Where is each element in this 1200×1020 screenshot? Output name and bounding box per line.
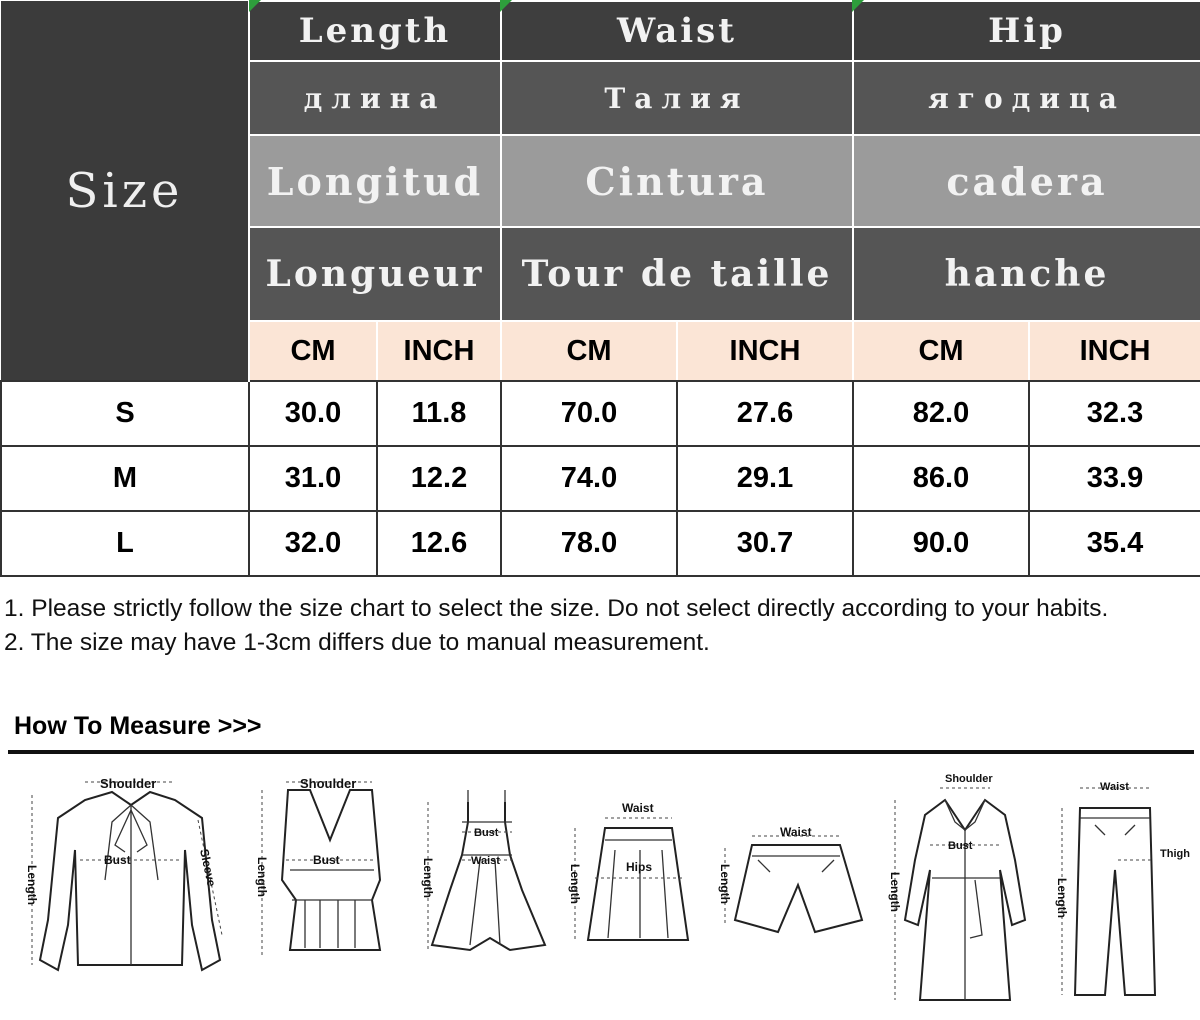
heading-divider (8, 750, 1194, 754)
length-cm-header: CM (249, 321, 377, 381)
waist-cm-header: CM (501, 321, 677, 381)
trousers-length-label: Length (1055, 878, 1069, 918)
note-2: 2. The size may have 1-3cm differs due to manual measurement. (4, 629, 710, 656)
dress-length-label: Length (421, 858, 435, 898)
size-m-length-cm: 31.0 (249, 446, 377, 511)
hip-cm-header: CM (853, 321, 1029, 381)
blouse-shoulder-label: Shoulder (100, 776, 157, 791)
how-to-measure-heading: How To Measure >>> (14, 712, 262, 740)
dress-illustration (421, 790, 545, 950)
size-s-length-cm: 30.0 (249, 381, 377, 446)
hip-header-fr: hanche (853, 227, 1200, 321)
size-s-waist-cm: 70.0 (501, 381, 677, 446)
length-header-en: Length (249, 1, 501, 61)
waist-inch-header: INCH (677, 321, 853, 381)
size-l-waist-cm: 78.0 (501, 511, 677, 576)
waist-header-es: Cintura (501, 135, 853, 227)
shorts-length-label: Length (718, 864, 732, 904)
dress-bust-label: Bust (474, 827, 499, 839)
coat-shoulder-label: Shoulder (945, 773, 993, 785)
size-m-waist-cm: 74.0 (501, 446, 677, 511)
length-header-fr: Longueur (249, 227, 501, 321)
table-row (1, 511, 1200, 576)
length-header-es: Longitud (249, 135, 501, 227)
hip-header-en: Hip (853, 1, 1200, 61)
corner-flag-icon (500, 0, 512, 12)
size-header: Size (1, 1, 249, 381)
trousers-thigh-label: Thigh (1160, 848, 1190, 860)
size-m-hip-inch: 33.9 (1029, 446, 1200, 511)
length-inch-header: INCH (377, 321, 501, 381)
note-1: 1. Please strictly follow the size chart to select the size. Do not select directly according to your habits. (4, 595, 1109, 622)
tank-length-label: Length (255, 857, 269, 897)
dress-waist-label: Waist (471, 855, 500, 867)
size-s-label: S (1, 381, 249, 446)
trousers-waist-label: Waist (1100, 781, 1129, 793)
coat-illustration (888, 773, 1025, 1000)
shorts-illustration (718, 825, 862, 932)
corner-flag-icon (852, 0, 864, 12)
skirt-hips-label: Hips (626, 860, 653, 874)
skirt-length-label: Length (568, 864, 582, 904)
waist-header-fr: Tour de taille (501, 227, 853, 321)
waist-header-en: Waist (501, 1, 853, 61)
waist-header-ru: Талия (501, 61, 853, 135)
size-l-length-cm: 32.0 (249, 511, 377, 576)
skirt-waist-label: Waist (622, 801, 654, 815)
shorts-waist-label: Waist (780, 825, 812, 839)
corner-flag-icon (249, 0, 261, 12)
length-header-ru: длина (249, 61, 501, 135)
tank-top-illustration (255, 776, 380, 955)
size-l-hip-cm: 90.0 (853, 511, 1029, 576)
coat-length-label: Length (888, 872, 902, 912)
size-m-hip-cm: 86.0 (853, 446, 1029, 511)
size-s-waist-inch: 27.6 (677, 381, 853, 446)
size-m-waist-inch: 29.1 (677, 446, 853, 511)
hip-header-ru: ягодица (853, 61, 1200, 135)
table-row (1, 381, 1200, 446)
size-m-label: M (1, 446, 249, 511)
size-l-waist-inch: 30.7 (677, 511, 853, 576)
size-l-length-inch: 12.6 (377, 511, 501, 576)
size-s-hip-inch: 32.3 (1029, 381, 1200, 446)
trousers-illustration (1055, 781, 1190, 995)
blouse-bust-label: Bust (104, 853, 131, 867)
size-notes (4, 592, 1198, 660)
skirt-illustration (568, 801, 688, 940)
hip-inch-header: INCH (1029, 321, 1200, 381)
how-to-measure-illustrations (0, 760, 1200, 1015)
size-s-length-inch: 11.8 (377, 381, 501, 446)
tank-bust-label: Bust (313, 853, 340, 867)
coat-bust-label: Bust (948, 840, 973, 852)
size-l-label: L (1, 511, 249, 576)
tank-shoulder-label: Shoulder (300, 776, 357, 791)
size-s-hip-cm: 82.0 (853, 381, 1029, 446)
blouse-illustration (25, 776, 222, 970)
size-m-length-inch: 12.2 (377, 446, 501, 511)
table-row (1, 446, 1200, 511)
blouse-sleeve-label: Sleeve (197, 847, 219, 888)
hip-header-es: cadera (853, 135, 1200, 227)
size-l-hip-inch: 35.4 (1029, 511, 1200, 576)
blouse-length-label: Length (25, 865, 39, 905)
